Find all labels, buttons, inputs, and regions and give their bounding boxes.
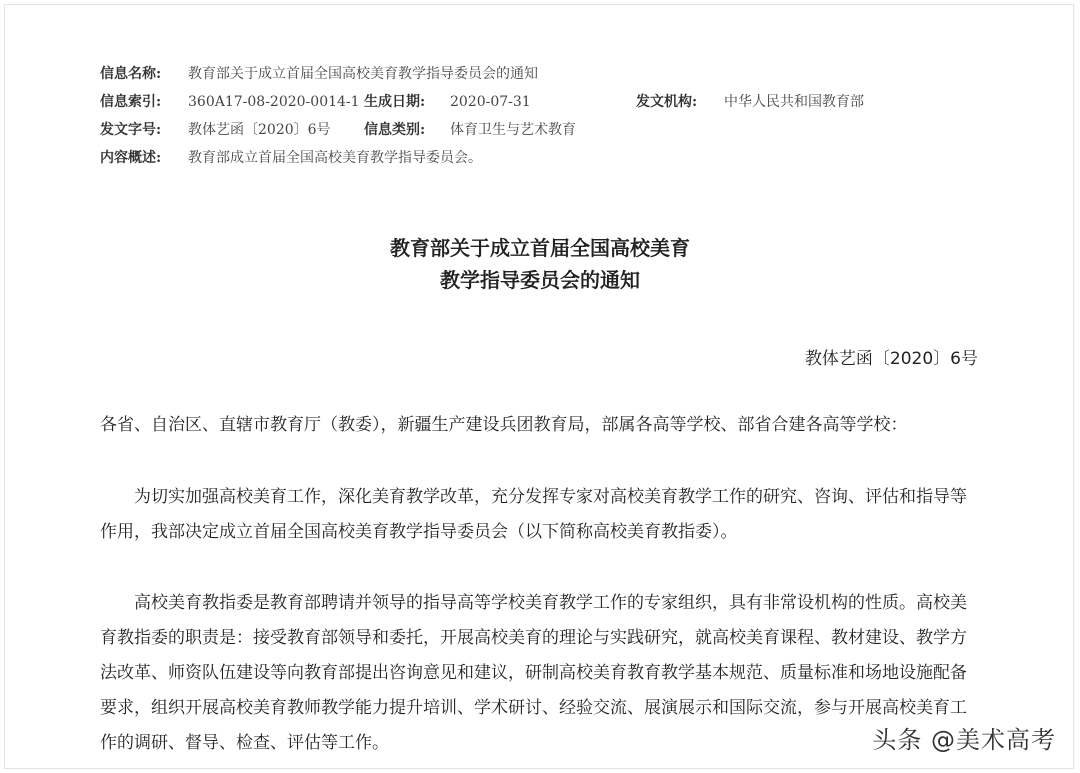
meta-name-value: 教育部关于成立首届全国高校美育教学指导委员会的通知 <box>188 66 538 82</box>
body-paragraph-1: 为切实加强高校美育工作，深化美育教学改革，充分发挥专家对高校美育教学工作的研究、咨询、评估和指导等作用，我部决定成立首届全国高校美育教学指导委员会（以下简称高校美育教指委）。 <box>100 487 967 542</box>
meta-index-label: 信息索引: <box>100 94 162 110</box>
title-line-1: 教育部关于成立首届全国高校美育 <box>390 236 690 260</box>
meta-date-label: 生成日期: <box>364 94 426 110</box>
document-number: 教体艺函〔2020〕6号 <box>804 349 978 369</box>
meta-category-value: 体育卫生与艺术教育 <box>450 122 576 138</box>
meta-date-value: 2020-07-31 <box>450 94 531 110</box>
document-title <box>0 232 1080 296</box>
meta-docnum-label: 发文字号: <box>100 122 162 138</box>
meta-index-value: 360A17-08-2020-0014-1 <box>188 94 360 110</box>
body-paragraph-2: 高校美育教指委是教育部聘请并领导的指导高等学校美育教学工作的专家组织，具有非常设机构的性质。高校美育教指委的职责是：接受教育部领导和委托，开展高校美育的理论与实践研究，就高校美育课程、教材建设、教学方法改革、师资队伍建设等向教育部提出咨询意见和建议，研制高校美育教育教学基本规范、质量标准和场地设施配备要求，组织开展高校美育教师教学能力提升培训、学术研讨、经验交流、展演展示和国际交流，参与开展高校美育工作的调研、督导、检查、评估等工作。 <box>100 593 967 753</box>
meta-name-label: 信息名称: <box>100 66 162 82</box>
meta-docnum-value: 教体艺函〔2020〕6号 <box>188 122 331 138</box>
title-line-2: 教学指导委员会的通知 <box>440 268 640 292</box>
meta-issuer-label: 发文机构: <box>636 94 698 110</box>
source-watermark: 头条 @美术高考 <box>872 726 1056 754</box>
meta-summary-value: 教育部成立首届全国高校美育教学指导委员会。 <box>188 150 482 166</box>
meta-category-label: 信息类别: <box>364 122 426 138</box>
addressee-paragraph: 各省、自治区、直辖市教育厅（教委），新疆生产建设兵团教育局，部属各高等学校、部省合建各高等学校： <box>100 415 908 435</box>
meta-issuer-value: 中华人民共和国教育部 <box>724 94 864 110</box>
meta-summary-label: 内容概述: <box>100 150 162 166</box>
